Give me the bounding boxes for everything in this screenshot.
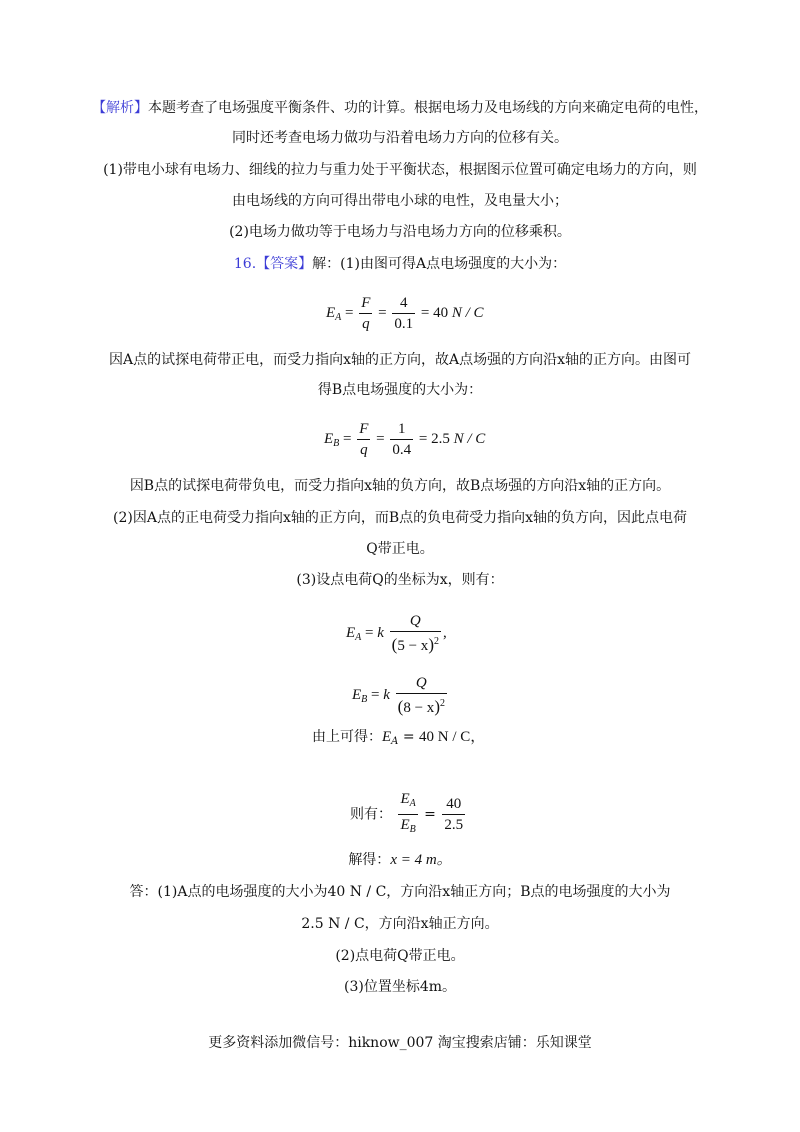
solve-label: 解得： [348, 852, 391, 868]
analysis-line-1 [0, 98, 800, 118]
ratio-denominator: 2.5 [444, 817, 464, 833]
final-answer-line-1 [0, 882, 800, 902]
from-above-line: 由上可得：$E_A = 40$ N / C， [312, 729, 486, 747]
eq2-unit: N / C [453, 430, 486, 447]
equation-eb-k: $E_B = k$ $\frac{Q}{(8 - x)^2}$ [352, 675, 445, 716]
answer-part-1-number: (1) [340, 256, 360, 272]
final-answer-line-2: 2.5 N / C，方向沿x轴正方向。 [301, 916, 499, 932]
eq4-denominator: 8 − x [403, 700, 435, 716]
analysis-point-1-line-2: 由电场线的方向可得出带电小球的电性，及电量大小； [232, 193, 568, 209]
answer-tag: 【答案】 [256, 256, 313, 272]
equation-ea: $E_A$ = $\frac{F}{q}$ = $\frac{4}{0.1}$ = 40 N / C [326, 295, 484, 332]
answer-header [0, 254, 800, 274]
ratio-line: 则有： $\frac{E_A}{E_B}$ = $\frac{40}{2.5}$ [350, 791, 464, 835]
eq2-f-value: 1 [390, 420, 413, 440]
answer-line-a2: 得B点电场强度的大小为： [317, 382, 483, 398]
answer-intro: 解： [312, 256, 341, 272]
solve-line [0, 850, 800, 870]
eq2-q-value: 0.4 [392, 442, 412, 458]
analysis-tag: 【解析】 [92, 100, 148, 116]
analysis-point-2-text: 电场力做功等于电场力与沿电场力方向的位移乘积。 [248, 224, 571, 240]
answer-part-3-number: (3) [296, 572, 317, 588]
eq3-denominator: 5 − x [397, 638, 429, 654]
final-answer-2: (2)点电荷Q带正电。 [335, 948, 465, 964]
eq1-unit: N / C [451, 304, 484, 321]
answer-part-1-text: 由图可得A点电场强度的大小为： [359, 256, 567, 272]
analysis-text-1: 本题考查了电场强度平衡条件、功的计算。根据电场力及电场线的方向来确定电荷的电性， [148, 100, 708, 116]
final-1-text: A点的电场强度的大小为40 N / C，方向沿x轴正方向；B点的电场强度的大小为 [177, 884, 671, 900]
answer-part-3 [0, 570, 800, 590]
eq1-result: 40 [433, 304, 449, 321]
final-intro: 答： [129, 884, 158, 900]
answer-line-b: 因B点的试探电荷带负电，而受力指向x轴的负方向，故B点场强的方向沿x轴的正方向。 [129, 478, 671, 494]
final-1-number: (1) [157, 884, 178, 900]
analysis-point-2-number: (2) [229, 224, 249, 240]
analysis-point-1-text: 带电小球有电场力、细线的拉力与重力处于平衡状态，根据图示位置可确定电场力的方向，则 [122, 162, 697, 178]
eq1-f-value: 4 [392, 294, 415, 314]
ratio-numerator: 40 [442, 795, 465, 815]
solve-equation: x = 4 m。 [390, 852, 452, 868]
from-above-equation: 40 N / C， [419, 729, 486, 745]
answer-part-2-text: 因A点的正电荷受力指向x轴的正方向，而B点的负电荷受力指向x轴的负方向，因此点电荷 [132, 510, 688, 526]
from-above-label: 由上可得： [312, 729, 382, 745]
footer-text: 更多资料添加微信号：hiknow_007 淘宝搜索店铺：乐知课堂 [208, 1035, 592, 1051]
question-number: 16. [233, 256, 257, 272]
eq1-q-value: 0.1 [394, 316, 414, 332]
eq2-result: 2.5 [431, 430, 450, 447]
analysis-point-1-number: (1) [103, 162, 123, 178]
answer-part-2-line-2: Q带正电。 [366, 541, 434, 557]
analysis-point-2 [0, 222, 800, 242]
analysis-line-2: 同时还考查电场力做功与沿着电场力方向的位移有关。 [232, 130, 568, 146]
equation-ea-k: $E_A = k$ $\frac{Q}{(5 - x)^2}$ , [346, 613, 447, 654]
answer-part-2-number: (2) [112, 510, 133, 526]
equation-eb: $E_B$ = $\frac{F}{q}$ = $\frac{1}{0.4}$ = 2.5 N / C [324, 421, 486, 458]
answer-part-3-text: 设点电荷Q的坐标为x，则有： [316, 572, 504, 588]
answer-line-a1: 因A点的试探电荷带正电，而受力指向x轴的正方向，故A点场强的方向沿x轴的正方向。由图可 [108, 352, 691, 368]
then-have-label: 则有： [350, 806, 392, 823]
final-answer-3: (3)位置坐标4m。 [343, 979, 456, 995]
analysis-point-1 [0, 160, 800, 180]
answer-part-2 [0, 508, 800, 528]
